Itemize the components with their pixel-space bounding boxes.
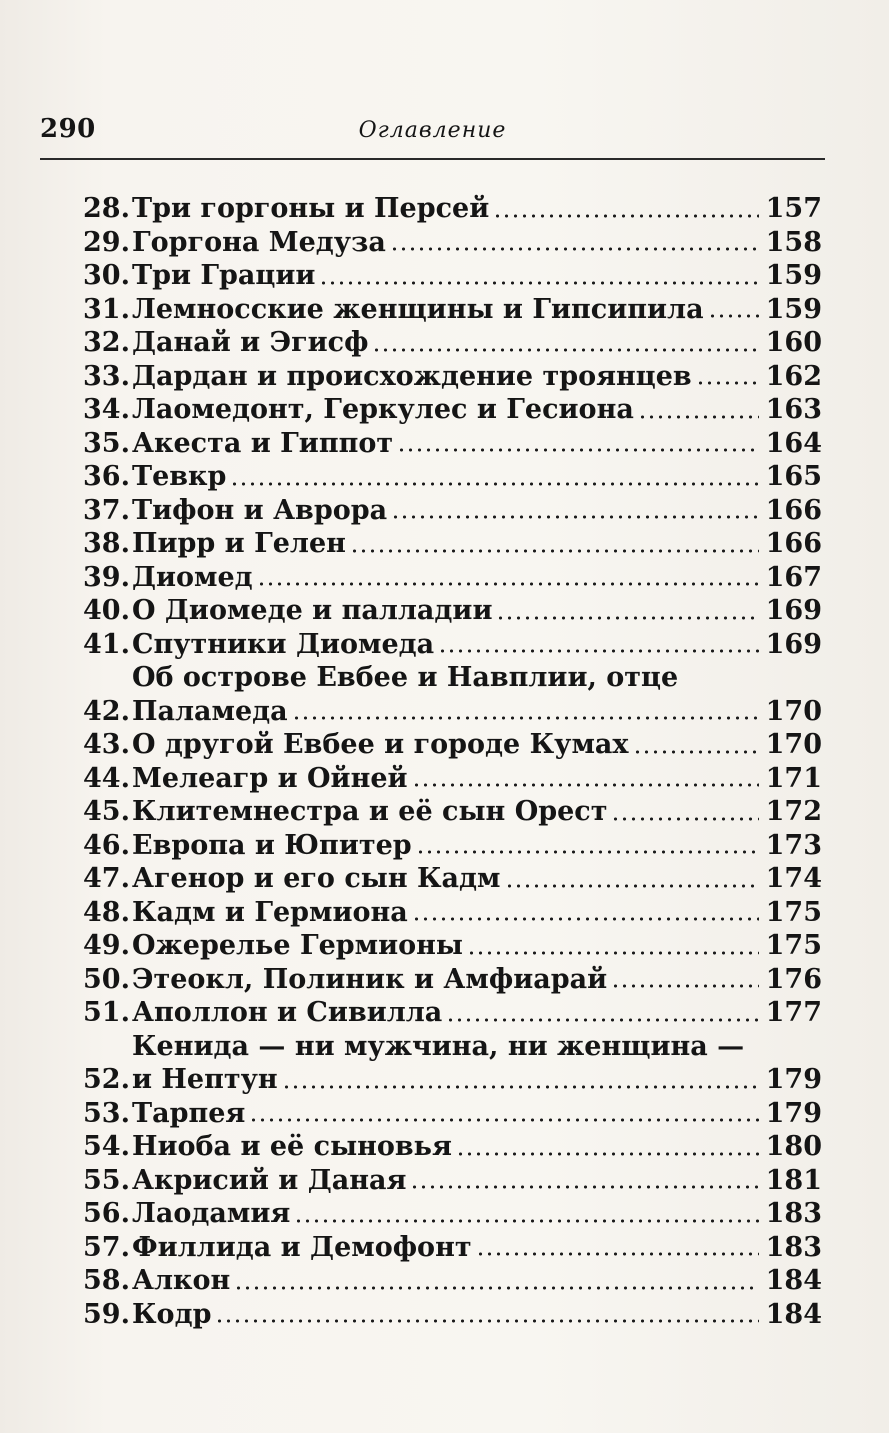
dot-leader <box>638 414 759 420</box>
dot-leader <box>282 1084 759 1090</box>
toc-entry <box>74 192 822 226</box>
toc-entry-page: 173 <box>765 829 822 861</box>
toc-entry-page: 164 <box>765 427 822 459</box>
toc-entry <box>74 293 822 327</box>
page-header <box>40 112 825 160</box>
toc-entry-title: Этеокл, Полиник и Амфиарай <box>132 963 608 995</box>
toc-entry <box>74 1164 822 1198</box>
toc-entry-page: 159 <box>765 260 822 291</box>
toc-entry-number: 46. <box>83 829 130 861</box>
toc-entry-number: 53. <box>83 1097 130 1129</box>
toc-entry-number: 34. <box>83 394 130 425</box>
toc-entry <box>74 661 822 728</box>
toc-entry <box>74 728 822 762</box>
toc-entry <box>74 1130 822 1164</box>
toc-entry <box>74 1231 822 1265</box>
toc-entry <box>74 896 822 930</box>
toc-entry-title: Данай и Эгисф <box>132 327 369 358</box>
toc-entry-number: 50. <box>83 963 130 995</box>
dot-leader <box>391 514 759 520</box>
toc-entry-title: Кодр <box>132 1298 212 1330</box>
dot-leader <box>493 213 759 219</box>
toc-entry-page: 184 <box>765 1265 822 1296</box>
toc-entry-number: 39. <box>83 561 130 593</box>
toc-entry-page: 175 <box>765 930 822 961</box>
toc-entry-number: 48. <box>83 896 130 928</box>
toc-entry-page: 165 <box>765 461 822 492</box>
toc-entry-title: и Нептун <box>132 1064 278 1095</box>
toc-entry-title: Лемносские женщины и Гипсипила <box>132 293 704 325</box>
toc-entry-page: 175 <box>765 896 822 928</box>
toc-entry-title: Клитемнестра и её сын Орест <box>132 796 608 827</box>
toc-entry-page: 176 <box>765 963 822 995</box>
toc-entry-title: Мелеагр и Ойней <box>132 762 408 794</box>
toc-entry-number: 37. <box>83 494 130 526</box>
dot-leader <box>446 1017 759 1023</box>
toc-entry-title: Европа и Юпитер <box>132 829 412 861</box>
toc-entry-number: 40. <box>83 595 130 626</box>
toc-entry-title: Три Грации <box>132 260 316 291</box>
dot-leader <box>708 313 759 319</box>
dot-leader <box>249 1117 759 1123</box>
dot-leader <box>416 849 759 855</box>
toc-entry-page: 169 <box>765 595 822 626</box>
toc-entry-number: 31. <box>83 293 130 325</box>
toc-entry-number: 28. <box>83 193 130 224</box>
dot-leader <box>633 749 760 755</box>
dot-leader <box>476 1251 759 1257</box>
toc-entry <box>74 259 822 293</box>
toc-entry-title: Об острове Евбее и Навплии, отце <box>132 662 679 693</box>
toc-entry-title: Акеста и Гиппот <box>132 427 394 459</box>
toc-entry <box>74 460 822 494</box>
toc-entry-number: 44. <box>83 762 130 794</box>
toc-entry-title: Паламеда <box>132 695 288 727</box>
toc-entry <box>74 628 822 662</box>
toc-entry-number: 57. <box>83 1231 130 1263</box>
dot-leader <box>215 1318 759 1324</box>
toc-entry-title: О другой Евбее и городе Кумах <box>132 729 629 760</box>
toc-entry-page: 163 <box>765 394 822 425</box>
dot-leader <box>505 883 760 889</box>
toc-entry-number: 56. <box>83 1198 130 1229</box>
toc-entry-number: 35. <box>83 427 130 459</box>
toc-entry-number: 55. <box>83 1164 130 1196</box>
toc-entry-page: 181 <box>765 1164 822 1196</box>
toc-entry-number: 41. <box>83 628 130 660</box>
toc-entry-number: 36. <box>83 461 130 492</box>
toc-entry <box>74 494 822 528</box>
toc-entry-page: 158 <box>765 226 822 258</box>
toc-entry <box>74 996 822 1030</box>
toc-entry-number: 42. <box>83 695 130 727</box>
dot-leader <box>230 481 759 487</box>
toc-entry <box>74 1030 822 1097</box>
toc-entry-page: 183 <box>765 1231 822 1263</box>
toc-entry <box>74 929 822 963</box>
dot-leader <box>319 280 759 286</box>
toc-entry <box>74 762 822 796</box>
toc-entry-page: 174 <box>765 863 822 894</box>
toc-entry <box>74 360 822 394</box>
toc-entry-number: 33. <box>83 360 130 392</box>
toc-entry-title: Тарпея <box>132 1097 246 1129</box>
dot-leader <box>292 715 759 721</box>
toc-entry-page: 170 <box>765 729 822 760</box>
dot-leader <box>390 246 759 252</box>
toc-entry-title: Аполлон и Сивилла <box>132 997 443 1028</box>
toc-entry-page: 157 <box>765 193 822 224</box>
dot-leader <box>696 380 759 386</box>
toc-entry-title: Тевкр <box>132 461 227 492</box>
toc-entry-page: 167 <box>765 561 822 593</box>
toc-entry-number: 38. <box>83 528 130 559</box>
toc-entry-page: 180 <box>765 1131 822 1162</box>
toc-entry-page: 160 <box>765 327 822 358</box>
dot-leader <box>496 615 759 621</box>
dot-leader <box>611 983 759 989</box>
dot-leader <box>257 581 759 587</box>
toc-entry <box>74 527 822 561</box>
toc-entry-title: Дардан и происхождение троянцев <box>132 360 692 392</box>
dot-leader <box>372 347 759 353</box>
toc-entry-page: 170 <box>765 695 822 727</box>
toc-entry-page: 179 <box>765 1064 822 1095</box>
toc-entry-number: 51. <box>83 997 130 1028</box>
toc-entry <box>74 427 822 461</box>
toc-entry-number: 58. <box>83 1265 130 1296</box>
dot-leader <box>611 816 759 822</box>
dot-leader <box>294 1218 759 1224</box>
dot-leader <box>438 648 759 654</box>
toc-entry <box>74 829 822 863</box>
toc-entry <box>74 1097 822 1131</box>
toc-entry-title: Лаомедонт, Геркулес и Гесиона <box>132 394 634 425</box>
toc-entry <box>74 326 822 360</box>
toc-entry-title: Три горгоны и Персей <box>132 193 490 224</box>
toc-entry-title: Лаодамия <box>132 1198 291 1229</box>
toc-entry <box>74 393 822 427</box>
dot-leader <box>412 916 759 922</box>
running-title: Оглавление <box>358 118 507 143</box>
toc-entry <box>74 594 822 628</box>
toc-entry-number: 30. <box>83 260 130 291</box>
toc-entry-title: Горгона Медуза <box>132 226 386 258</box>
table-of-contents <box>74 192 822 1331</box>
toc-entry-page: 177 <box>765 997 822 1028</box>
toc-entry-page: 159 <box>765 293 822 325</box>
toc-entry-number: 47. <box>83 863 130 894</box>
toc-entry-page: 162 <box>765 360 822 392</box>
toc-entry <box>74 1264 822 1298</box>
toc-entry <box>74 561 822 595</box>
dot-leader <box>350 548 759 554</box>
toc-entry <box>74 1298 822 1332</box>
toc-entry-page: 171 <box>765 762 822 794</box>
toc-entry-title: Пирр и Гелен <box>132 528 346 559</box>
toc-entry-number: 49. <box>83 930 130 961</box>
toc-entry-number: 52. <box>83 1064 130 1095</box>
toc-entry-page: 183 <box>765 1198 822 1229</box>
toc-entry-title: Спутники Диомеда <box>132 628 435 660</box>
toc-entry <box>74 226 822 260</box>
toc-entry-title: Алкон <box>132 1265 231 1296</box>
toc-entry-page: 166 <box>765 528 822 559</box>
page-number: 290 <box>40 114 96 144</box>
toc-entry-title: Акрисий и Даная <box>132 1164 407 1196</box>
toc-entry-title: Кадм и Гермиона <box>132 896 408 928</box>
toc-entry-title: Тифон и Аврора <box>132 494 388 526</box>
toc-entry-number: 32. <box>83 327 130 358</box>
toc-entry-number: 54. <box>83 1131 130 1162</box>
dot-leader <box>410 1184 759 1190</box>
toc-entry-page: 166 <box>765 494 822 526</box>
toc-entry-title: Филлида и Демофонт <box>132 1231 472 1263</box>
toc-entry-number: 59. <box>83 1298 130 1330</box>
toc-entry-page: 169 <box>765 628 822 660</box>
dot-leader <box>412 782 759 788</box>
toc-entry <box>74 862 822 896</box>
toc-entry-title: Кенида — ни мужчина, ни женщина — <box>132 1030 745 1062</box>
dot-leader <box>397 447 759 453</box>
toc-entry-title: Диомед <box>132 561 253 593</box>
toc-entry-title: Ожерелье Гермионы <box>132 930 463 961</box>
dot-leader <box>456 1151 759 1157</box>
toc-entry-number: 45. <box>83 796 130 827</box>
toc-entry-title: О Диомеде и палладии <box>132 595 493 626</box>
dot-leader <box>467 950 759 956</box>
toc-entry-page: 184 <box>765 1298 822 1330</box>
toc-entry <box>74 1197 822 1231</box>
toc-entry-page: 179 <box>765 1097 822 1129</box>
toc-entry-page: 172 <box>765 796 822 827</box>
toc-entry-title: Агенор и его сын Кадм <box>132 863 501 894</box>
toc-entry-title: Ниоба и её сыновья <box>132 1131 452 1162</box>
dot-leader <box>234 1285 759 1291</box>
toc-entry-number: 43. <box>83 729 130 760</box>
toc-entry <box>74 795 822 829</box>
toc-entry <box>74 963 822 997</box>
toc-entry-number: 29. <box>83 226 130 258</box>
